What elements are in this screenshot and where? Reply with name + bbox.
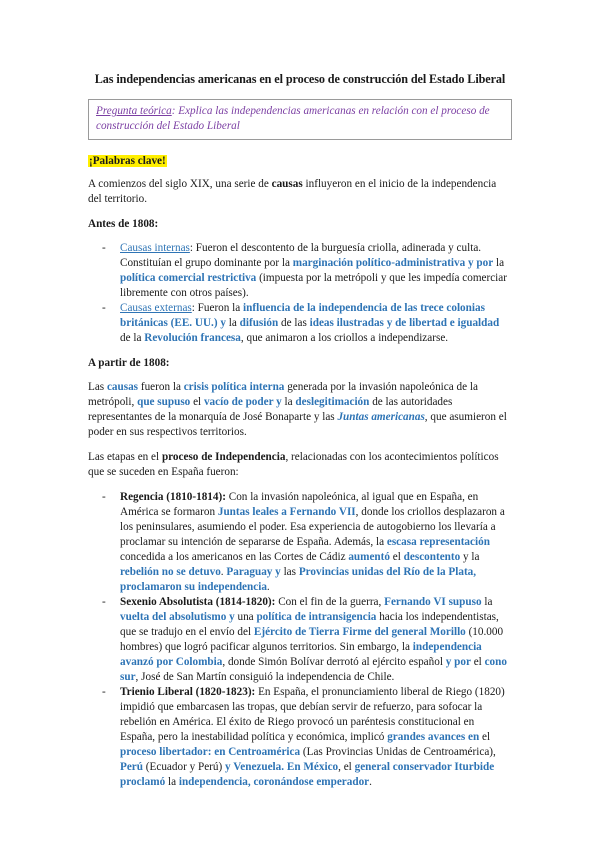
text: fueron la <box>138 381 184 393</box>
text: las <box>280 566 299 578</box>
document-title: Las independencias americanas en el proceso de construcción del Estado Liberal <box>94 72 506 86</box>
stage-title: Trienio Liberal (1820-1823): <box>120 686 256 698</box>
stages-intro-paragraph <box>88 450 512 480</box>
highlight-term: ideas ilustradas y de libertad e igualdad <box>309 317 500 329</box>
text: (10.000 hombres) que logró pacificar algunos territorios. Sin embargo, la <box>120 626 504 653</box>
list-item-regencia <box>88 490 512 595</box>
intro-paragraph <box>88 177 512 207</box>
text: y la <box>460 551 480 563</box>
heading-before-1808: Antes de 1808: <box>88 218 159 230</box>
text: Con el fin de la guerra, <box>275 596 385 608</box>
dash-bullet: - <box>102 242 106 254</box>
highlight-term: Revolución francesa <box>144 332 241 344</box>
highlight-term: vuelta del absolutismo y <box>120 611 235 623</box>
list-item-sexenio <box>88 595 512 685</box>
text: (impuesta por la metrópoli y que les impedía comerciar libremente con otros países). <box>120 272 507 299</box>
text: de las autoridades representantes de la monarquía de José Bonaparte y las <box>88 396 453 423</box>
highlight-term: Causas externas <box>120 302 192 314</box>
bold-term: causas <box>271 178 303 190</box>
text: generada por la invasión napoleónica de la metrópoli, <box>88 381 478 408</box>
stages-list <box>88 490 512 790</box>
text: A comienzos del siglo XIX, una serie de <box>88 178 272 190</box>
text: concedida a los americanos en las Cortes de Cádiz <box>120 551 349 563</box>
highlight-term: Ejército de Tierra Firme del general Morillo <box>253 626 466 638</box>
highlight-term: grandes avances en <box>387 731 480 743</box>
highlight-term: influencia de la independencia de las trece colonias británicas (EE. UU.) y <box>120 302 485 329</box>
highlight-term: Provincias unidas del Río de la Plata, proclamaron su independencia <box>120 566 477 593</box>
question-label: Pregunta teórica <box>96 105 172 117</box>
text: . <box>369 776 372 788</box>
highlight-term: independencia, coronándose emperador <box>178 776 370 788</box>
text: Con la invasión napoleónica, al igual que en España, en América se formaron <box>120 491 479 518</box>
highlight-term: rebelión no se detuvo <box>120 566 221 578</box>
text: la <box>281 396 296 408</box>
text: : Fueron el descontento de la burguesía criolla, adinerada y culta. Constituían el grupo dominante por la <box>120 242 482 269</box>
after-1808-paragraph <box>88 380 512 440</box>
text: hacia los independentistas, que se tradujo en el envío del <box>120 611 499 638</box>
text: Las <box>88 381 107 393</box>
highlight-term: descontento <box>403 551 461 563</box>
text: , que asumieron el poder en sus respectivos territorios. <box>88 411 507 438</box>
highlight-term: política de intransigencia <box>256 611 377 623</box>
highlight-term: escasa representación <box>386 536 490 548</box>
text: : Fueron la <box>191 302 244 314</box>
highlight-term: proceso libertador: en Centroamérica <box>120 746 301 758</box>
highlight-term: y Venezuela. En México <box>225 761 339 773</box>
text: , que animaron a los criollos a independizarse. <box>240 332 449 344</box>
highlight-term: Perú <box>120 761 143 773</box>
text: influyeron en el inicio de la independencia del territorio. <box>88 178 497 205</box>
text: la <box>165 776 179 788</box>
dash-bullet: - <box>102 491 106 503</box>
bold-term: proceso de Independencia <box>161 451 286 463</box>
list-item-internal-causes <box>88 241 512 301</box>
text: , relacionadas con los acontecimientos políticos que se suceden en España fueron: <box>88 451 499 478</box>
text: la <box>493 257 505 269</box>
list-item-trienio <box>88 685 512 790</box>
text: , José de San Martín consiguió la independencia de Chile. <box>135 671 395 683</box>
heading-after-1808: A partir de 1808: <box>88 357 170 369</box>
question-box <box>88 99 512 140</box>
text: de las <box>278 317 310 329</box>
stage-title: Sexenio Absolutista (1814-1820): <box>120 596 276 608</box>
list-item-external-causes <box>88 301 512 346</box>
question-text: : Explica las independencias americanas en relación con el proceso de construcción del Estado Liberal <box>96 105 490 132</box>
highlight-term: causas <box>106 381 139 393</box>
highlight-term: política comercial restrictiva <box>120 272 257 284</box>
highlight-term: Paraguay y <box>226 566 281 578</box>
highlight-term: Fernando VI supuso <box>384 596 482 608</box>
stage-title: Regencia (1810-1814): <box>120 491 226 503</box>
highlight-term: cono sur <box>120 656 507 683</box>
highlight-term: difusión <box>239 317 279 329</box>
highlight-term: independencia avanzó por Colombia <box>120 641 482 668</box>
text: de la <box>120 332 145 344</box>
highlight-term: Juntas americanas <box>337 411 425 423</box>
text: la <box>225 317 240 329</box>
highlight-term: deslegitimación <box>295 396 370 408</box>
text: En España, el pronunciamiento liberal de Riego (1820) impidió que embarcasen las tropas, que debían servir de refuerzo, para sofocar la rebelión en América. El éxito de Riego provocó un paréntesis constitucional en España, pero la inestabilidad política y económica, implicó <box>120 686 505 743</box>
text: el <box>389 551 404 563</box>
text: , donde Simón Bolívar derrotó al ejército español <box>222 656 446 668</box>
causes-list <box>88 241 512 346</box>
keywords-highlight: ¡Palabras clave! <box>89 155 166 167</box>
dash-bullet: - <box>102 302 106 314</box>
highlight-term: Causas internas <box>120 242 190 254</box>
highlight-term: Juntas leales a Fernando VII <box>217 506 356 518</box>
text: . <box>266 581 270 593</box>
text: . <box>220 566 227 578</box>
text: , donde los criollos desplazaron a los peninsulares, asumiendo el poder. Esa experiencia de autogobierno los llevaría a proclamar su intención de separarse de España. Además, la <box>120 506 505 548</box>
text: el <box>190 396 204 408</box>
text: (Ecuador y Perú) <box>143 761 226 773</box>
highlight-term: aumentó <box>348 551 390 563</box>
text: (Las Provincias Unidas de Centroamérica), <box>300 746 496 758</box>
text: el <box>479 731 491 743</box>
highlight-term: que supuso <box>137 396 191 408</box>
text: el <box>470 656 485 668</box>
text: , el <box>338 761 355 773</box>
dash-bullet: - <box>102 596 106 608</box>
text: una <box>234 611 257 623</box>
text: la <box>481 596 493 608</box>
highlight-term: marginación político-administrativa y por <box>292 257 494 269</box>
highlight-term: vacío de poder y <box>203 396 282 408</box>
text: Las etapas en el <box>88 451 162 463</box>
highlight-term: crisis política interna <box>183 381 285 393</box>
highlight-term: y por <box>445 656 471 668</box>
highlight-term: general conservador Iturbide proclamó <box>120 761 495 788</box>
dash-bullet: - <box>102 686 106 698</box>
